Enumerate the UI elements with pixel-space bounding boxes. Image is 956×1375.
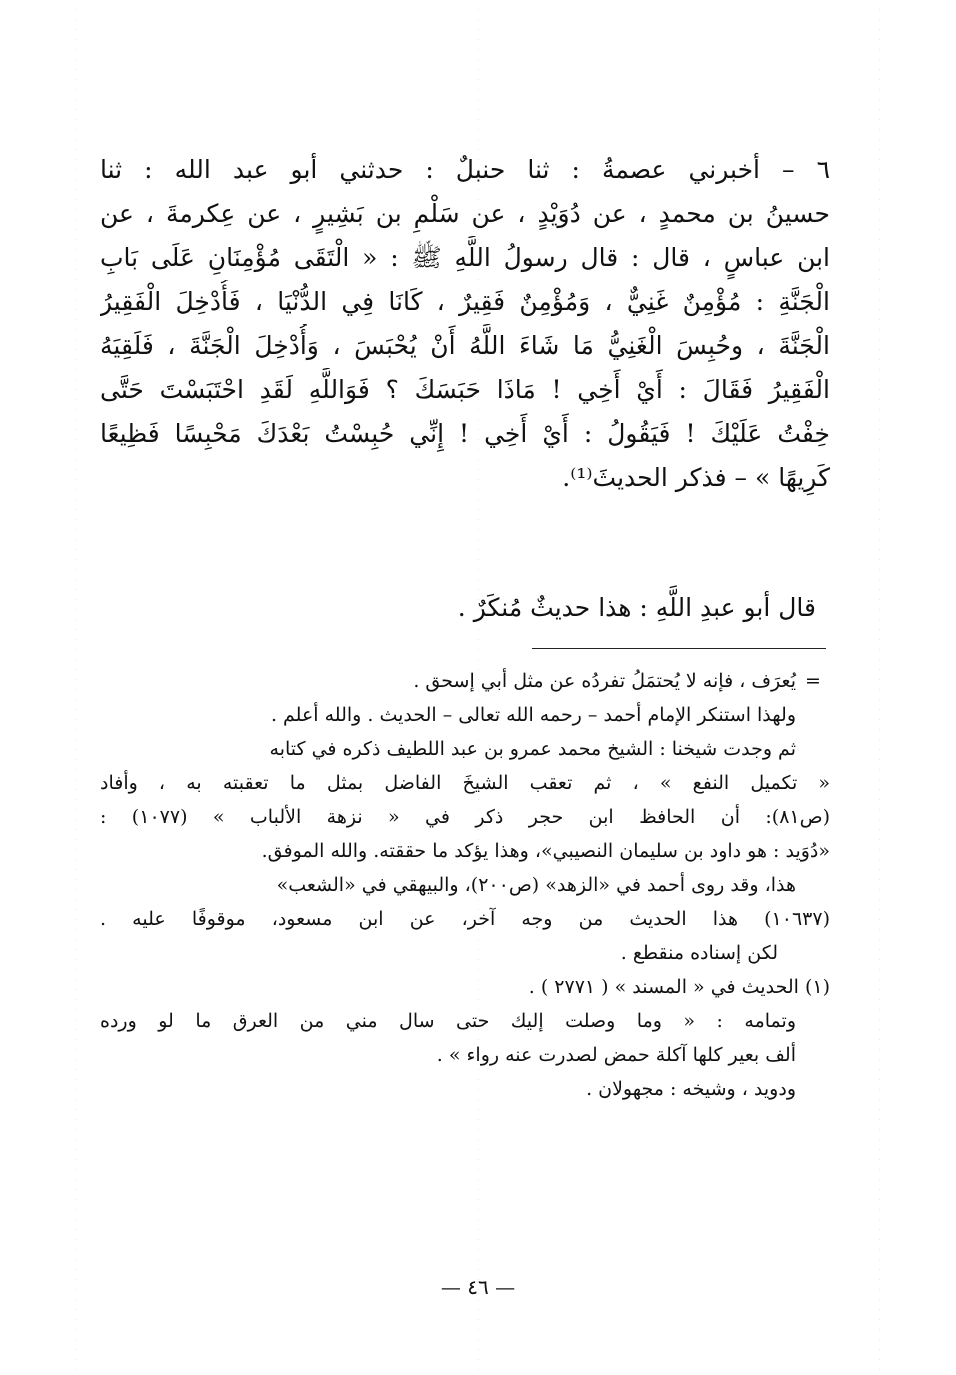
- footnote-continuation-line: (ص٨١): أن الحافظ ابن حجر ذكر في « نزهة الألباب » (١٠٧٧) :: [100, 806, 830, 828]
- footnote-continuation-line: لكن إسناده منقطع .: [620, 942, 778, 964]
- footnotes: [100, 664, 830, 1106]
- footnote-continuation-line: « تكميل النفع » ، ثم تعقب الشيخَ الفاضل بمثل ما تعقبته به ، وأفاد: [100, 772, 830, 794]
- footnote-continuation-line: [100, 664, 830, 698]
- hadith-line: الْجَنَّةَ ، وحُبِسَ الْغَنِيُّ مَا شَاءَ اللَّهُ أَنْ يُحْبَسَ ، وَأُدْخِلَ الْجَنَّةَ ، فَلَقِيَهُ: [100, 331, 830, 360]
- footnote-1-line: ودويد ، وشيخه : مجهولان .: [586, 1078, 796, 1100]
- hadith-line: الْفَقِيرُ فَقَالَ : أَيْ أَخِي ! مَاذَا حَبَسَكَ ؟ فَوَاللَّهِ لَقَدِ احْتَبَسْتَ حَتَّى: [100, 375, 830, 404]
- hadith-line: ابن عباسٍ ، قال : قال رسولُ اللَّهِ ﷺ : « الْتَقَى مُؤْمِنَانِ عَلَى بَابِ: [100, 243, 830, 272]
- footnote-1-line: (١) الحديث في « المسند » ( ٢٧٧١ ) .: [528, 976, 830, 998]
- footnote-1-line: وتمامه : « وما وصلت إليك حتى سال مني من العرق ما لو ورده: [100, 1010, 796, 1032]
- footnote-continuation-line: «دُوَيد : هو داود بن سليمان النصيبي»، وهذا يؤكد ما حققته. والله الموفق.: [261, 840, 830, 862]
- footnote-continuation-line: هذا، وقد روى أحمد في «الزهد» (ص٢٠٠)، والبيهقي في «الشعب»: [276, 874, 796, 896]
- hadith-text: [100, 148, 830, 500]
- footnote-separator: [532, 648, 826, 649]
- continuation-mark: =: [805, 670, 821, 692]
- hadith-line: كَرِيهًا » – فذكر الحديثَ⁽¹⁾.: [562, 463, 830, 492]
- page-number: — ٤٦ —: [440, 1275, 516, 1299]
- footnote-text: يُعرَف ، فإنه لا يُحتمَلُ تفردُه عن مثل أبي إسحق .: [413, 670, 796, 692]
- hadith-line: حسينُ بن محمدٍ ، عن دُوَيْدٍ ، عن سَلْمِ بن بَشِيرٍ ، عن عِكرمةَ ، عن: [100, 199, 830, 228]
- author-verdict: قال أبو عبدِ اللَّهِ : هذا حديثٌ مُنكَرٌ .: [457, 593, 816, 622]
- footnote-1-line: ألف بعير كلها آكلة حمض لصدرت عنه رواء » .: [436, 1044, 796, 1066]
- footnote-continuation-line: ثم وجدت شيخنا : الشيخ محمد عمرو بن عبد اللطيف ذكره في كتابه: [269, 738, 796, 760]
- footnote-continuation-line: (١٠٦٣٧) هذا الحديث من وجه آخر، عن ابن مسعود، موقوفًا عليه .: [100, 908, 830, 930]
- hadith-line: خِفْتُ عَلَيْكَ ! فَيَقُولُ : أَيْ أَخِي ! إِنِّي حُبِسْتُ بَعْدَكَ مَحْبِسًا فَظِيعًا: [100, 419, 830, 448]
- hadith-line: الْجَنَّةِ : مُؤْمِنٌ غَنِيٌّ ، وَمُؤْمِنٌ فَقِيرٌ ، كَانَا فِي الدُّنْيَا ، فَأُدْخِلَ الْفَقِيرُ: [100, 287, 830, 316]
- hadith-line: ٦ – أخبرني عصمةُ : ثنا حنبلٌ : حدثني أبو عبد الله : ثنا: [100, 155, 830, 184]
- footnote-continuation-line: ولهذا استنكر الإمام أحمد – رحمه الله تعالى – الحديث . والله أعلم .: [270, 704, 796, 726]
